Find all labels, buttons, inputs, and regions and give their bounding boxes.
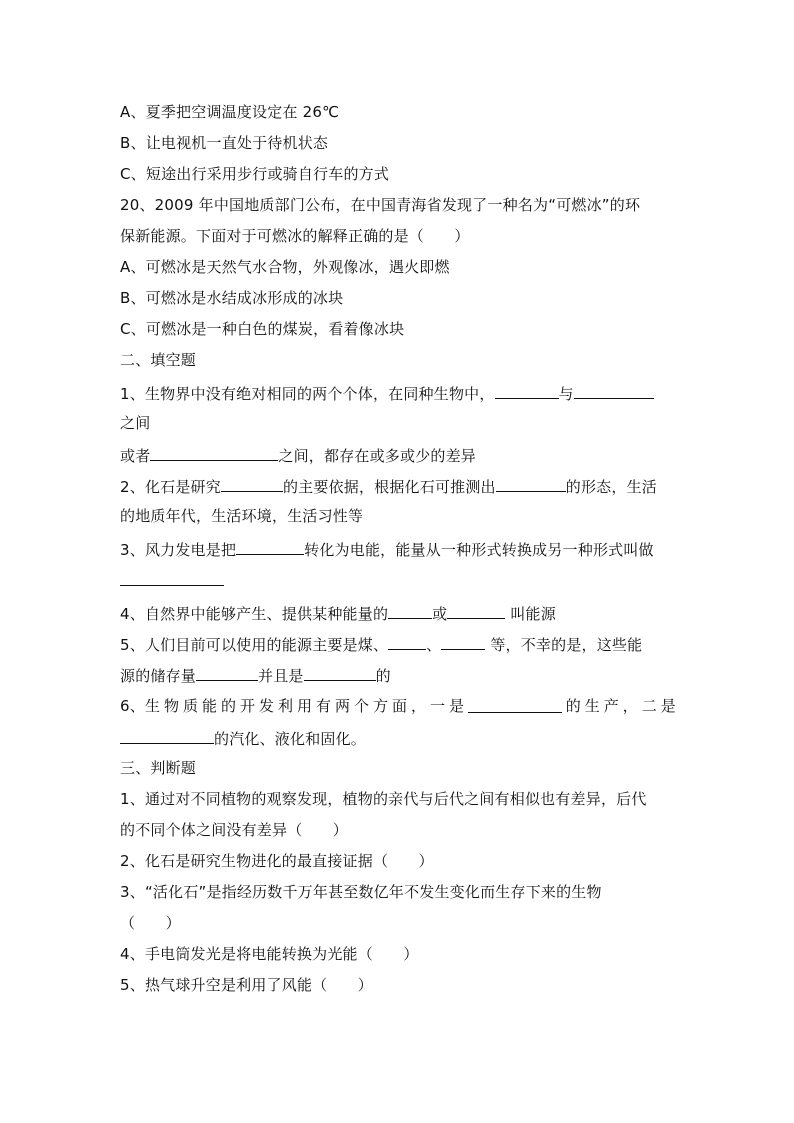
answer-blank[interactable] [388,633,426,650]
answer-blank[interactable] [447,602,505,619]
answer-blank[interactable] [304,664,376,681]
q6-char: 产 [603,697,619,715]
answer-blank[interactable] [441,633,485,650]
q6-char: 生 [584,697,600,715]
fill-q6-line1 [120,696,676,716]
q6-char: 是 [660,697,676,715]
q6-char: 发 [258,697,275,715]
option-c-line: C、短途出行采用步行或骑自行车的方式 [120,165,390,183]
judge-q2: 2、化石是研究生物进化的最直接证据（ ） [120,852,434,870]
judge-q3-line2: （ ） [120,914,181,932]
q6-char: 的 [220,697,237,715]
answer-blank[interactable] [221,475,283,492]
judge-q3-line1: 3、“活化石”是指经历数千万年甚至数亿年不发生变化而生存下来的生物 [120,883,602,901]
fill-q3-text2: 转化为电能，能量从一种形式转换成另一种形式叫做 [304,541,654,559]
q6-char: 二 [641,697,657,715]
fill-in-heading: 二、填空题 [120,351,197,369]
fill-q5-text4: 源的储存量 [120,667,197,685]
judge-heading: 三、判断题 [120,759,197,777]
q6-char: ， [410,697,427,715]
fill-q5-text2: 、 [426,636,442,654]
q6-char: 物 [163,697,180,715]
judge-q1-line1: 1、通过对不同植物的观察发现，植物的亲代与后代之间有相似也有差异，后代 [120,790,647,808]
fill-q5-line2 [120,664,676,686]
fill-q1-line1 [120,382,676,404]
judge-q5: 5、热气球升空是利用了风能（ ） [120,976,373,994]
fill-q5-line1 [120,633,676,655]
q6-char: 是 [448,697,465,715]
fill-q5-text5: 并且是 [258,667,304,685]
answer-blank[interactable] [120,727,214,744]
fill-q4-line1 [120,602,676,624]
fill-q2-line2: 的地质年代，生活环境，生活习性等 [120,507,364,525]
fill-q1-text4: 之间，都存在或多或少的差异 [278,447,477,465]
q20-option-a: A、可燃冰是天然气水合物，外观像冰，遇火即燃 [120,258,450,276]
q6-char: 质 [182,697,199,715]
q20-line1: 20、2009 年中国地质部门公布，在中国青海省发现了一种名为“可燃冰”的环 [120,196,641,214]
q6-char: 有 [315,697,332,715]
q6-char: 面 [391,697,408,715]
fill-q1-line3 [120,444,676,466]
fill-q6-line2 [120,727,676,749]
fill-q1-text3: 或者 [120,447,151,465]
fill-q2-text3: 的形态，生活 [565,478,657,496]
fill-q4-text3: 叫能源 [510,605,556,623]
q20-option-b: B、可燃冰是水结成冰形成的冰块 [120,289,344,307]
q6-char: 用 [296,697,313,715]
fill-q5-text1: 5、人们目前可以使用的能源主要是煤、 [120,636,389,654]
fill-q1-text1: 1、生物界中没有绝对相同的两个个体，在同种生物中， [120,385,495,403]
answer-blank[interactable] [196,664,258,681]
fill-q1-text2: 与 [558,385,574,403]
answer-blank[interactable] [495,382,559,399]
q6-char: 能 [201,697,218,715]
judge-q4: 4、手电筒发光是将电能转换为光能（ ） [120,945,419,963]
q6-char: 利 [277,697,294,715]
q6-char: ， [622,697,638,715]
answer-blank[interactable] [468,696,562,713]
fill-q3-line2 [120,569,676,591]
q6-char: 两 [334,697,351,715]
fill-q3-text1: 3、风力发电是把 [120,541,237,559]
option-a-line: A、夏季把空调温度设定在 26℃ [120,103,340,121]
fill-q4-text2: 或 [432,605,448,623]
fill-q1-line2: 之间 [120,414,151,432]
fill-q5-text6: 的 [375,667,391,685]
answer-blank[interactable] [120,569,224,586]
fill-q2-text1: 2、化石是研究 [120,478,221,496]
answer-blank[interactable] [574,382,654,399]
q6-char: 一 [429,697,446,715]
answer-blank[interactable] [236,538,304,555]
answer-blank[interactable] [388,602,432,619]
q6-char: 6、生 [120,697,161,715]
fill-q6-text2: 的汽化、液化和固化。 [214,730,367,748]
judge-q1-line2: 的不同个体之间没有差异（ ） [120,821,349,839]
option-b-line: B、让电视机一直处于待机状态 [120,134,329,152]
q20-line2: 保新能源。下面对于可燃冰的解释正确的是（ ） [120,227,470,245]
q6-char: 方 [372,697,389,715]
fill-q3-line1 [120,538,676,560]
fill-q2-text2: 的主要依据，根据化石可推测出 [282,478,496,496]
q6-char: 个 [353,697,370,715]
fill-q2-line1 [120,475,676,497]
q6-char: 的 [565,697,581,715]
fill-q5-text3: 等，不幸的是，这些能 [490,636,643,654]
q6-char: 开 [239,697,256,715]
q20-option-c: C、可燃冰是一种白色的煤炭，看着像冰块 [120,320,405,338]
answer-blank[interactable] [150,444,278,461]
fill-q4-text1: 4、自然界中能够产生、提供某种能量的 [120,605,389,623]
answer-blank[interactable] [496,475,566,492]
